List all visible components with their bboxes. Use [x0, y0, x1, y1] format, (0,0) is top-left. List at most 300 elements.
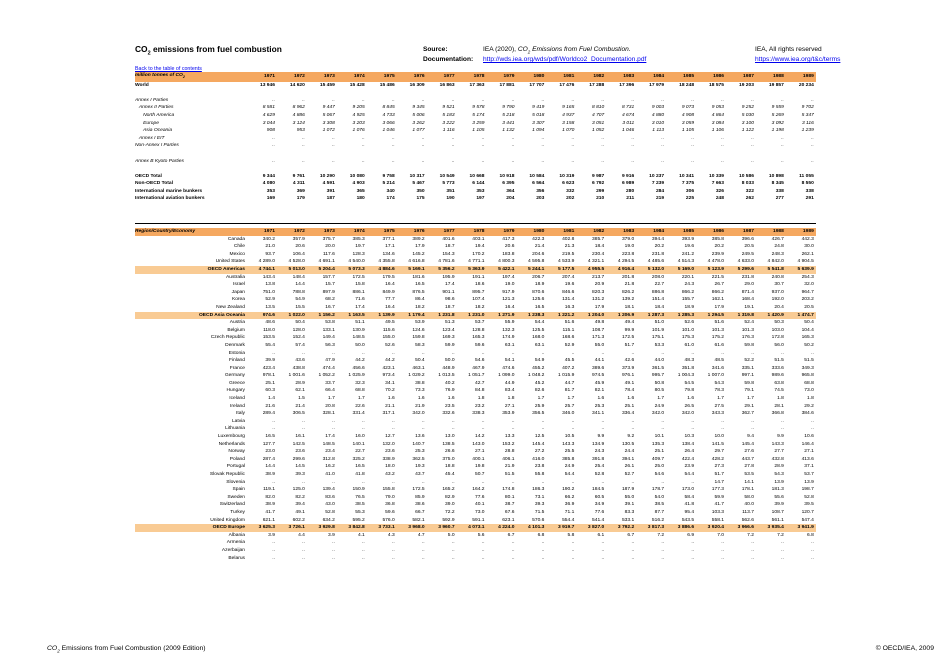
cell-value: 5.6 [477, 532, 485, 538]
cell-value: 543.5 [681, 517, 695, 523]
cell-value: .. [691, 418, 695, 424]
cell-value: 52.8 [325, 509, 335, 515]
cell-value: 6.8 [537, 532, 545, 538]
cell-value: .. [332, 143, 335, 149]
cell-value: 26.4 [684, 449, 695, 455]
cell-value: 357.9 [292, 236, 305, 242]
cell-value: 172.5 [412, 487, 425, 493]
cell-value: 14.4 [265, 464, 275, 470]
cell-value: 561.1 [771, 517, 784, 523]
cell-value: 7.2 [657, 532, 665, 538]
cell-value: 15 459 [319, 82, 335, 88]
cell-value: .. [541, 540, 545, 546]
cell-value: 866.2 [711, 289, 724, 295]
cell-value: 47.9 [325, 358, 335, 364]
cell-value: 29.1 [744, 403, 754, 409]
cell-value: 10.6 [804, 434, 814, 440]
cell-value: 133.1 [322, 327, 335, 333]
cell-value: .. [751, 158, 754, 164]
cell-value: 4 591 [322, 181, 335, 187]
cell-value: 4 514.3 [677, 259, 695, 265]
table-row [135, 258, 816, 266]
cell-value: 5 299.6 [726, 266, 756, 274]
cell-value: .. [421, 143, 425, 149]
cell-value: 155.0 [382, 335, 395, 341]
cell-value: 3 051 [592, 120, 605, 126]
table-row [135, 266, 816, 274]
cell-value: 20.2 [714, 244, 724, 250]
cell-value: 336.4 [621, 411, 635, 417]
cell-value: .. [481, 547, 485, 553]
cell-value: 413.6 [801, 456, 814, 462]
cell-value: .. [781, 158, 784, 164]
cell-value: 119.1 [263, 487, 275, 493]
cell-value: 207.4 [562, 274, 575, 280]
cell-value: 1.7 [657, 396, 665, 402]
cell-value: 45.9 [594, 380, 605, 386]
cell-value: 401.6 [442, 236, 455, 242]
cell-value: 249.5 [741, 251, 754, 257]
cell-value: 407.2 [562, 365, 575, 371]
table-row [135, 479, 816, 487]
cell-value: 375.0 [442, 456, 455, 462]
year-header: 1977 [427, 228, 457, 236]
cell-value: 4 800.3 [498, 259, 515, 265]
cell-value: 103.3 [711, 509, 724, 515]
cell-value: 394.4 [651, 236, 665, 242]
table-row [135, 319, 816, 327]
cell-value: 1.8 [507, 396, 515, 402]
cell-value: 25.3 [415, 449, 425, 455]
cell-value: 10 339 [709, 173, 724, 179]
table-row [135, 289, 816, 297]
cell-value: .. [721, 158, 724, 164]
cell-value: 9.9 [597, 434, 605, 440]
cell-value: 132.0 [382, 441, 395, 447]
cell-value: 262 [745, 196, 754, 202]
row-label: Sweden [227, 494, 245, 500]
cell-value: .. [631, 158, 635, 164]
cell-value: 62.1 [295, 388, 305, 394]
row-label: Netherlands [218, 441, 245, 447]
cell-value: 33.7 [325, 380, 335, 386]
table-row [135, 312, 816, 320]
cell-value: 73.0 [804, 388, 814, 394]
year-header: 1982 [576, 72, 606, 82]
cell-value: 365 [356, 188, 365, 194]
back-to-contents-link[interactable]: Back to the table of contents [135, 66, 202, 72]
cell-value: 18.7 [445, 244, 455, 250]
cell-value: .. [362, 479, 365, 485]
table-row [135, 524, 816, 532]
year-header: 1988 [756, 228, 786, 236]
cell-value: 3 092 [771, 120, 784, 126]
cell-value: 3 919.7 [546, 524, 576, 532]
cell-value: 128.8 [472, 327, 485, 333]
cell-value: 63.8 [774, 380, 784, 386]
cell-value: 299 [596, 188, 605, 194]
cell-value: 4 925 [352, 112, 365, 118]
cell-value: 3 726.1 [277, 524, 307, 532]
cell-value: 58.3 [415, 342, 425, 348]
year-header: 1971 [247, 72, 277, 82]
cell-value: 53.5 [744, 472, 754, 477]
cell-value: 385.7 [592, 236, 605, 242]
cell-value: 172.5 [352, 274, 365, 280]
cell-value: 391.8 [592, 456, 605, 462]
cell-value: 3 886.6 [666, 524, 696, 532]
cell-value: 50.4 [295, 320, 305, 326]
cell-value: 108.7 [771, 509, 784, 515]
cell-value: 5 541.8 [756, 266, 786, 274]
cell-value: 5 639.9 [786, 266, 816, 274]
cell-value: 192.0 [771, 297, 784, 303]
cell-value: .. [302, 143, 305, 149]
cell-value: 338.3 [472, 411, 485, 417]
cell-value: 356.5 [532, 411, 545, 417]
row-label: United Kingdom [210, 517, 245, 523]
table-row [135, 517, 816, 525]
cell-value: .. [421, 479, 425, 485]
cell-value: .. [811, 555, 814, 561]
cell-value: 4 101.3 [516, 524, 546, 532]
cell-value: 16.1 [295, 434, 305, 440]
cell-value: 51.6 [564, 320, 575, 326]
source-text: IEA (2020), $CO_2$ Emissions from Fuel Combustion. [483, 46, 631, 55]
cell-value: 71.1 [564, 509, 575, 515]
cell-value: 350 [416, 188, 425, 194]
table-row [135, 555, 816, 563]
cell-value: 39.3 [534, 502, 545, 508]
cell-value: 49.8 [594, 320, 605, 326]
cell-value: 974.5 [592, 373, 605, 379]
documentation-link[interactable]: http://wds.iea.org/wds/pdf/Worldco2_Documentation.pdf [483, 56, 647, 63]
cell-value: .. [511, 479, 515, 485]
cell-value: 1 287.3 [636, 312, 666, 320]
cell-value: 3.9 [328, 532, 335, 538]
cell-value: 54.4 [534, 320, 545, 326]
cell-value: 623.1 [502, 517, 515, 523]
cell-value: 26.5 [684, 403, 695, 409]
cell-value: .. [481, 135, 485, 141]
cell-value: 71.6 [355, 297, 365, 303]
year-header: 1979 [487, 72, 517, 82]
cell-value: 3 827.0 [576, 524, 606, 532]
row-label: Germany [224, 373, 245, 379]
cell-value: 40.0 [744, 502, 754, 508]
cell-value: 562.6 [741, 517, 754, 523]
cell-value: .. [601, 479, 605, 485]
cell-value: 400.1 [472, 456, 485, 462]
cell-value: 14.1 [744, 479, 754, 485]
cell-value: 1 015.9 [557, 373, 575, 379]
cell-value: 41.0 [325, 472, 335, 477]
cell-value: 287.4 [262, 456, 275, 462]
cell-value: .. [332, 135, 335, 141]
cell-value: .. [272, 479, 275, 485]
cell-value: .. [661, 97, 665, 103]
cell-value: 16.4 [385, 304, 395, 310]
cell-value: 43.0 [325, 502, 335, 508]
cell-value: 901.1 [442, 289, 455, 295]
cell-value: 19 857 [768, 82, 784, 88]
cell-value: .. [511, 426, 515, 432]
cell-value: 130.9 [352, 327, 365, 333]
cell-value: 44.2 [355, 358, 365, 364]
cell-value: 280 [626, 188, 635, 194]
cell-value: .. [601, 97, 605, 103]
cell-value: 71.5 [534, 509, 545, 515]
cell-value: 353.9 [502, 411, 515, 417]
cell-value: 25.5 [564, 449, 575, 455]
table-row [135, 195, 816, 203]
cell-value: 10 549 [439, 173, 455, 179]
cell-value: 3 842.8 [337, 524, 367, 532]
cell-value: 21.9 [504, 464, 515, 470]
row-label: Ireland [230, 403, 245, 409]
cell-value: 4 864 [711, 112, 724, 118]
cell-value: 10.3 [684, 434, 695, 440]
table-row [135, 494, 816, 502]
row-label: Asia Oceania [135, 128, 173, 134]
cell-value: 1.7 [747, 396, 754, 402]
cell-value: 4 289.0 [258, 259, 275, 265]
cell-value: .. [691, 143, 695, 149]
cell-value: 24.3 [684, 282, 695, 288]
table-row [135, 135, 816, 143]
cell-value: 24.9 [564, 464, 575, 470]
cell-value: .. [811, 426, 814, 432]
cell-value: .. [481, 97, 485, 103]
cell-value: 3 920.4 [696, 524, 726, 532]
cell-value: 331.4 [352, 411, 365, 417]
cell-value: 177.3 [711, 487, 724, 493]
cell-value: .. [272, 555, 275, 561]
row-label: Poland [229, 456, 245, 462]
terms-link[interactable]: https://www.iea.org/t&c/terms [755, 56, 841, 63]
cell-value: 1 285.3 [666, 312, 696, 320]
cell-value: 325.2 [352, 456, 365, 462]
cell-value: 8 033 [741, 181, 754, 187]
cell-value: .. [302, 97, 305, 103]
cell-value: 886.8 [651, 289, 665, 295]
cell-value: 26.6 [445, 449, 455, 455]
cell-value: .. [332, 547, 335, 553]
cell-value: 20.4 [774, 304, 784, 310]
cell-value: 1 179.4 [397, 312, 427, 320]
cell-value: 68.2 [325, 297, 335, 303]
cell-value: 5 773 [442, 181, 455, 187]
year-header: 1986 [696, 72, 726, 82]
cell-value: .. [721, 350, 724, 356]
cell-value: 54.1 [504, 358, 515, 364]
cell-value: 5 067 [322, 112, 335, 118]
cell-value: 277 [775, 196, 784, 202]
cell-value: 6 792 [592, 181, 605, 187]
row-label: Lithuania [225, 426, 245, 432]
cell-value: 826.2 [621, 289, 635, 295]
cell-value: .. [811, 418, 814, 424]
cell-value: 79.8 [684, 388, 695, 394]
cell-value: 20.5 [744, 244, 754, 250]
cell-value: 54.3 [774, 472, 784, 477]
table-row [135, 180, 816, 188]
year-header: 1980 [516, 228, 546, 236]
cell-value: 38.9 [265, 502, 275, 508]
cell-value: 58.0 [744, 494, 754, 500]
cell-value: 4 355.8 [378, 259, 395, 265]
cell-value: .. [362, 143, 365, 149]
cell-value: 5 467 [412, 181, 425, 187]
cell-value: .. [751, 547, 754, 553]
cell-value: .. [362, 426, 365, 432]
cell-value: 27.1 [474, 449, 485, 455]
cell-value: .. [631, 547, 635, 553]
cell-value: 7 375 [681, 181, 695, 187]
table-row [135, 150, 816, 158]
table-row [135, 463, 816, 471]
cell-value: 403.1 [472, 236, 485, 242]
cell-value: 4 880 [651, 112, 665, 118]
cell-value: 174 [386, 196, 395, 202]
cell-value: 134.6 [382, 251, 395, 257]
cell-value: 1 156.2 [307, 312, 337, 320]
cell-value: 10 668 [469, 173, 485, 179]
cell-value: .. [631, 135, 635, 141]
cell-value: 22.7 [654, 282, 665, 288]
cell-value: 143.4 [262, 274, 275, 280]
cell-value: .. [272, 135, 275, 141]
cell-value: 24.4 [624, 449, 635, 455]
cell-value: .. [302, 479, 305, 485]
cell-value: 164.2 [472, 487, 485, 493]
cell-value: 4 955.5 [576, 266, 606, 274]
cell-value: 174.8 [502, 487, 515, 493]
year-header: 1974 [337, 228, 367, 236]
cell-value: .. [481, 426, 485, 432]
cell-value: 50.2 [804, 342, 814, 348]
cell-value: 10 317 [409, 173, 425, 179]
cell-value: 4 842.0 [767, 259, 784, 265]
cell-value: 10 341 [679, 173, 695, 179]
cell-value: 19.7 [355, 244, 365, 250]
cell-value: 82.9 [445, 494, 455, 500]
cell-value: 306 [685, 188, 695, 194]
cell-value: 203.2 [801, 297, 814, 303]
cell-value: 5 013.0 [277, 266, 307, 274]
cell-value: 9 761 [292, 173, 305, 179]
cell-value: 17.4 [355, 304, 365, 310]
cell-value: 125.0 [292, 487, 305, 493]
cell-value: 174.9 [502, 335, 515, 341]
cell-value: 1 077 [412, 128, 425, 134]
row-label: Italy [236, 411, 245, 417]
cell-value: 178.1 [741, 487, 754, 493]
cell-value: .. [541, 97, 545, 103]
cell-value: 77.6 [594, 509, 605, 515]
cell-value: 84.8 [474, 388, 485, 394]
table-row [135, 120, 816, 128]
cell-value: 8 962 [292, 105, 305, 111]
cell-value: 6 144 [472, 181, 485, 187]
cell-value: 9 252 [741, 105, 754, 111]
cell-value: 4 884.6 [367, 266, 397, 274]
cell-value: 9.2 [627, 434, 635, 440]
cell-value: 849.9 [382, 289, 395, 295]
cell-value: 871.4 [741, 289, 754, 295]
cell-value: .. [571, 555, 575, 561]
cell-value: 846.6 [562, 289, 575, 295]
cell-value: 59.9 [714, 494, 724, 500]
cell-value: 22.6 [355, 403, 365, 409]
cell-value: 51.7 [624, 342, 635, 348]
cell-value: 338.9 [382, 456, 395, 462]
table-row [135, 142, 816, 150]
cell-value: 5 073.3 [337, 266, 367, 274]
row-label: Luxembourg [217, 434, 245, 440]
row-label: Australia [225, 274, 245, 280]
cell-value: 130.5 [621, 441, 635, 447]
cell-value: 1 046 [621, 128, 635, 134]
cell-value: 170.2 [472, 251, 485, 257]
cell-value: .. [272, 350, 275, 356]
cell-value: 16.0 [355, 434, 365, 440]
cell-value: 554.4 [562, 517, 575, 523]
row-label: Switzerland [219, 502, 245, 508]
cell-value: 21.1 [385, 403, 395, 409]
cell-value: 4 937 [562, 112, 575, 118]
cell-value: 17.9 [415, 244, 425, 250]
cell-value: 21.8 [624, 282, 635, 288]
cell-value: 52.6 [684, 320, 695, 326]
cell-value: 4 903 [352, 181, 365, 187]
cell-value: 51.7 [714, 472, 724, 477]
cell-value: .. [481, 479, 485, 485]
cell-value: .. [421, 97, 425, 103]
cell-value: 49.1 [295, 509, 305, 515]
cell-value: 86.4 [415, 297, 425, 303]
cell-value: 24.3 [594, 449, 605, 455]
cell-value: 634.2 [322, 517, 335, 523]
cell-value: 59.6 [474, 342, 485, 348]
table-row [135, 173, 816, 181]
cell-value: .. [302, 158, 305, 164]
cell-value: 168.6 [562, 335, 575, 341]
table-row [135, 372, 816, 380]
cell-value: 43.6 [295, 358, 305, 364]
cell-value: 225 [685, 196, 695, 202]
cell-value: 77.6 [474, 494, 485, 500]
cell-value: 83.6 [325, 494, 335, 500]
cell-value: 997.1 [741, 373, 754, 379]
year-header: 1975 [367, 72, 397, 82]
cell-value: 27.5 [714, 403, 724, 409]
cell-value: 60.5 [594, 494, 605, 500]
cell-value: 140.7 [412, 441, 425, 447]
cell-value: .. [571, 547, 575, 553]
cell-value: 51.6 [714, 320, 724, 326]
row-label: Slovenia [226, 479, 245, 485]
cell-value: 125.6 [532, 297, 545, 303]
cell-value: 361.5 [651, 365, 665, 371]
table-row [135, 418, 816, 426]
table-row [135, 501, 816, 509]
cell-value: .. [541, 418, 545, 424]
cell-value: 44.9 [504, 380, 515, 386]
cell-value: 8 345 [771, 181, 784, 187]
cell-value: 340.2 [262, 236, 275, 242]
cell-value: 751.0 [262, 289, 275, 295]
